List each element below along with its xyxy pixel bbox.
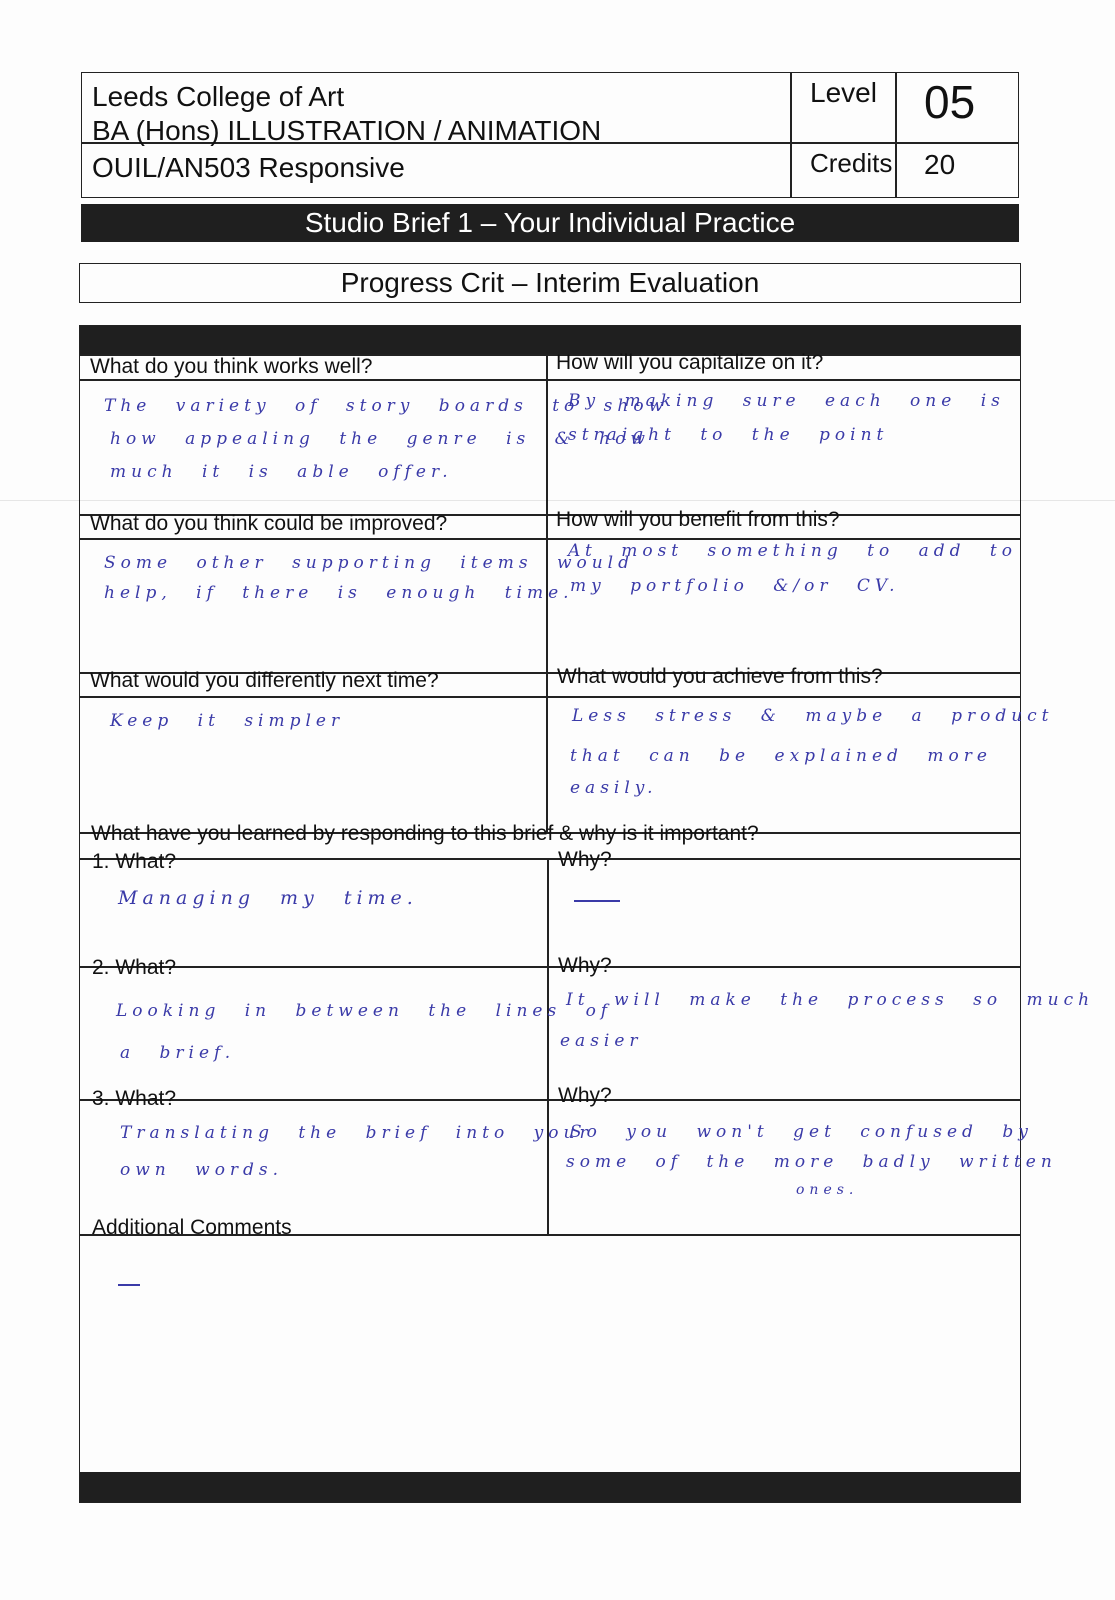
module-header-table — [81, 72, 1019, 198]
answer-capitalize-line-2: straight to the point — [568, 425, 889, 445]
form-bottom-bar — [80, 1472, 1020, 1502]
question-benefit: How will you benefit from this? — [556, 508, 840, 531]
brief-title-bar: Studio Brief 1 – Your Individual Practice — [81, 204, 1019, 242]
what-answer-3-line-1: Translating the brief into your — [120, 1123, 593, 1143]
why-answer-3-line-2: some of the more badly written — [566, 1152, 1057, 1172]
why-answer-2-line-2: easier — [560, 1031, 643, 1051]
question-capitalize: How will you capitalize on it? — [556, 351, 824, 374]
course-name: BA (Hons) ILLUSTRATION / ANIMATION — [92, 115, 602, 146]
credits-value: 20 — [924, 149, 956, 180]
why-answer-1-dash — [574, 900, 620, 902]
answer-benefit-line-1: At most something to add to — [568, 541, 1017, 561]
answer-differently-line-1: Keep it simpler — [110, 711, 345, 731]
section-title: Progress Crit – Interim Evaluation — [79, 263, 1021, 303]
answer-works-well-line-2: how appealing the genre is & how — [110, 429, 650, 449]
answer-benefit-line-2: my portfolio &/or CV. — [570, 576, 900, 596]
answer-works-well-line-1: The variety of story boards to show — [104, 396, 669, 416]
college-name: Leeds College of Art — [92, 81, 345, 112]
what-answer-3-line-2: own words. — [120, 1160, 284, 1180]
answer-improved-line-2: help, if there is enough time. — [104, 583, 574, 603]
question-works-well: What do you think works well? — [90, 355, 373, 378]
additional-comments-label: Additional Comments — [92, 1216, 292, 1239]
why-answer-3-line-1: So you won't get confused by — [570, 1122, 1033, 1142]
why-label-3: Why? — [558, 1084, 612, 1107]
form-top-bar — [80, 326, 1020, 354]
answer-achieve-line-1: Less stress & maybe a product — [572, 706, 1054, 726]
answer-achieve-line-3: easily. — [570, 778, 658, 798]
level-label: Level — [810, 77, 877, 108]
why-answer-2-line-1: It will make the process so much — [566, 990, 1095, 1010]
what-label-3: 3. What? — [92, 1087, 177, 1110]
what-answer-2-line-1: Looking in between the lines of — [116, 1001, 613, 1021]
what-answer-1: Managing my time. — [118, 887, 418, 909]
additional-comments-dash — [118, 1284, 140, 1286]
answer-improved-line-1: Some other supporting items would — [104, 553, 635, 573]
question-differently: What would you differently next time? — [90, 669, 439, 692]
module-code: OUIL/AN503 Responsive — [92, 152, 405, 183]
why-answer-3-line-3: ones. — [796, 1182, 859, 1198]
what-label-2: 2. What? — [92, 956, 177, 979]
learned-heading: What have you learned by responding to this brief & why is it important? — [91, 822, 759, 845]
answer-capitalize-line-1: By making sure each one is — [568, 391, 1005, 411]
why-label-2: Why? — [558, 954, 612, 977]
level-value: 05 — [924, 76, 976, 128]
answer-achieve-line-2: that can be explained more — [570, 746, 992, 766]
credits-label: Credits — [810, 148, 893, 178]
question-achieve: What would you achieve from this? — [557, 665, 883, 688]
what-label-1: 1. What? — [92, 850, 177, 873]
answer-works-well-line-3: much it is able offer. — [110, 462, 453, 482]
question-improved: What do you think could be improved? — [90, 512, 448, 535]
why-label-1: Why? — [558, 848, 612, 871]
what-answer-2-line-2: a brief. — [120, 1043, 236, 1063]
evaluation-form — [79, 325, 1095, 1503]
